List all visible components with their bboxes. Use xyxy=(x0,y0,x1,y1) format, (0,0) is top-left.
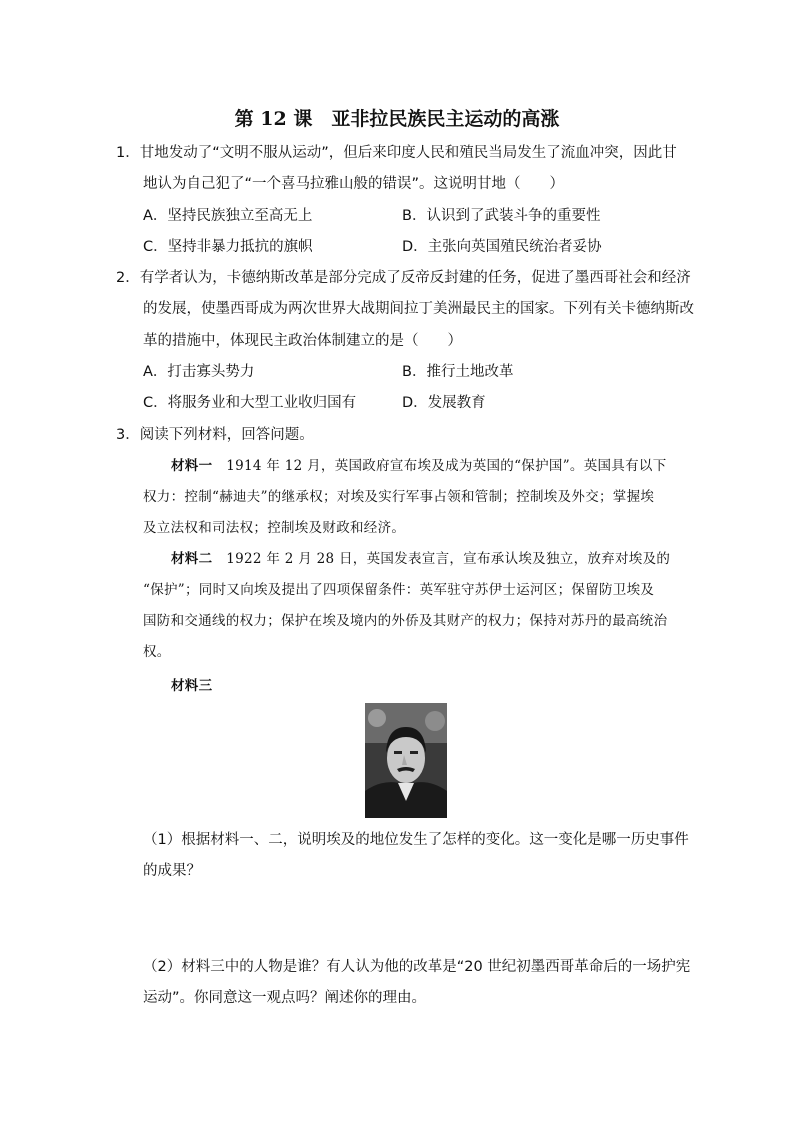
material2-label: 材料二 xyxy=(171,551,213,567)
q3-stem: 3．阅读下列材料，回答问题。 xyxy=(116,427,314,443)
q1-option-c: C．坚持非暴力抵抗的旗帜 xyxy=(143,239,313,255)
q3-sub1-line2: 的成果？ xyxy=(143,863,201,879)
q1-stem-line1: 1．甘地发动了“文明不服从运动”，但后来印度人民和殖民当局发生了流血冲突，因此甘 xyxy=(116,145,677,161)
q2-stem-line2: 的发展，使墨西哥成为两次世界大战期间拉丁美洲最民主的国家。下列有关卡德纳斯改 xyxy=(143,301,694,317)
q2-option-d: D．发展教育 xyxy=(402,395,486,411)
material1-label: 材料一 xyxy=(171,458,213,474)
q1-option-b: B．认识到了武装斗争的重要性 xyxy=(402,208,601,224)
q2-option-a: A．打击寡头势力 xyxy=(143,364,255,380)
q3-sub2-line2: 运动”。你同意这一观点吗？阐述你的理由。 xyxy=(143,990,427,1006)
material2-line3: 国防和交通线的权力；保护在埃及境内的外侨及其财产的权力；保持对苏丹的最高统治 xyxy=(143,613,668,629)
material2-line4: 权。 xyxy=(143,644,171,660)
material3-label: 材料三 xyxy=(171,678,213,694)
q1-stem-line2: 地认为自己犯了“一个喜马拉雅山般的错误”。这说明甘地（ ） xyxy=(143,176,565,192)
material1-line1 xyxy=(171,456,667,476)
portrait-image xyxy=(365,703,447,818)
material3-line xyxy=(171,676,212,696)
q1-option-a: A．坚持民族独立至高无上 xyxy=(143,208,313,224)
q1-option-d: D．主张向英国殖民统治者妥协 xyxy=(402,239,602,255)
q2-stem-line1: 2．有学者认为，卡德纳斯改革是部分完成了反帝反封建的任务，促进了墨西哥社会和经济 xyxy=(116,270,691,286)
q2-stem-line3: 革的措施中，体现民主政治体制建立的是（ ） xyxy=(143,333,462,349)
q3-sub2-line1: （2）材料三中的人物是谁？有人认为他的改革是“20 世纪初墨西哥革命后的一场护宪 xyxy=(143,959,691,975)
q2-option-c: C．将服务业和大型工业收归国有 xyxy=(143,395,357,411)
lesson-title: 第 12 课 亚非拉民族民主运动的高涨 xyxy=(234,108,560,130)
material1-line2: 权力：控制“赫迪夫”的继承权；对埃及实行军事占领和管制；控制埃及外交；掌握埃 xyxy=(143,489,655,505)
material2-line1 xyxy=(171,549,670,569)
material1-text1: 1914 年 12 月，英国政府宣布埃及成为英国的“保护国”。英国具有以下 xyxy=(226,458,667,474)
q2-option-b: B．推行土地改革 xyxy=(402,364,514,380)
material2-line2: “保护”；同时又向埃及提出了四项保留条件：英军驻守苏伊士运河区；保留防卫埃及 xyxy=(143,582,655,598)
q3-sub1-line1: （1）根据材料一、二，说明埃及的地位发生了怎样的变化。这一变化是哪一历史事件 xyxy=(143,832,689,848)
material2-text1: 1922 年 2 月 28 日，英国发表宣言，宣布承认埃及独立，放弃对埃及的 xyxy=(226,551,671,567)
material1-line3: 及立法权和司法权；控制埃及财政和经济。 xyxy=(143,520,406,536)
portrait-photo xyxy=(365,703,447,818)
